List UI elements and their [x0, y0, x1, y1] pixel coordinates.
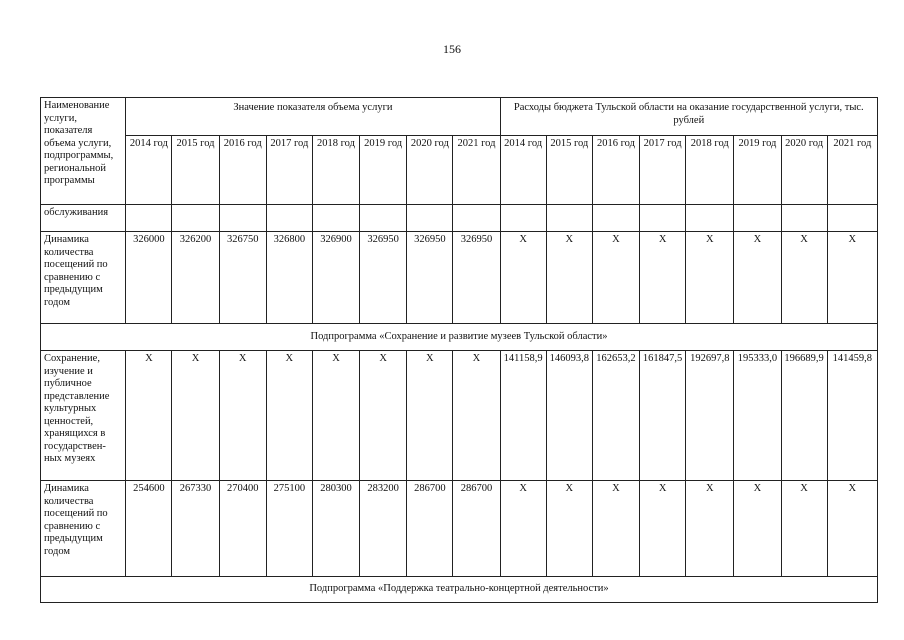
value-cell: 267330 [172, 481, 219, 577]
budget-year-header: 2020 год [781, 136, 827, 205]
value-cell [546, 205, 592, 232]
row-name: Динамика количества посещений по сравнению с предыдущим годом [41, 481, 126, 577]
value-cell: 326950 [360, 232, 407, 324]
value-cell: 270400 [219, 481, 266, 577]
value-cell: X [781, 481, 827, 577]
value-cell [686, 205, 734, 232]
value-cell [266, 205, 312, 232]
value-cell: X [640, 232, 686, 324]
value-cell: 326950 [407, 232, 453, 324]
header-volume-group: Значение показателя объема услуги [126, 98, 500, 136]
services-table [40, 97, 878, 603]
value-cell [781, 205, 827, 232]
value-cell: 192697,8 [686, 351, 734, 481]
table-row [41, 351, 878, 481]
value-cell: 286700 [453, 481, 500, 577]
value-cell [312, 205, 359, 232]
volume-year-header: 2015 год [172, 136, 219, 205]
value-cell: 275100 [266, 481, 312, 577]
value-cell: 161847,5 [640, 351, 686, 481]
volume-year-header: 2019 год [360, 136, 407, 205]
volume-year-header: 2021 год [453, 136, 500, 205]
budget-year-header: 2014 год [500, 136, 546, 205]
value-cell: X [407, 351, 453, 481]
row-name: Динамика количества посещений по сравнению с предыдущим годом [41, 232, 126, 324]
value-cell: X [360, 351, 407, 481]
value-cell [126, 205, 172, 232]
value-cell: X [500, 232, 546, 324]
volume-year-header: 2017 год [266, 136, 312, 205]
volume-year-header: 2018 год [312, 136, 359, 205]
value-cell: X [453, 351, 500, 481]
volume-year-header: 2016 год [219, 136, 266, 205]
value-cell [407, 205, 453, 232]
value-cell [360, 205, 407, 232]
value-cell: 162653,2 [592, 351, 639, 481]
budget-year-header: 2019 год [734, 136, 781, 205]
table-row [41, 232, 878, 324]
budget-year-header: 2015 год [546, 136, 592, 205]
table-row [41, 481, 878, 577]
budget-year-header: 2021 год [827, 136, 877, 205]
value-cell: X [546, 481, 592, 577]
subprogram-title: Подпрограмма «Сохранение и развитие музеев Тульской области» [41, 324, 878, 351]
value-cell: 254600 [126, 481, 172, 577]
value-cell: 280300 [312, 481, 359, 577]
value-cell: X [827, 481, 877, 577]
value-cell: X [592, 481, 639, 577]
budget-year-header: 2018 год [686, 136, 734, 205]
value-cell [453, 205, 500, 232]
value-cell: X [172, 351, 219, 481]
budget-year-header: 2016 год [592, 136, 639, 205]
value-cell [500, 205, 546, 232]
value-cell: X [640, 481, 686, 577]
value-cell: X [734, 481, 781, 577]
value-cell: 326750 [219, 232, 266, 324]
page-number: 156 [443, 42, 461, 56]
value-cell: 195333,0 [734, 351, 781, 481]
value-cell: X [126, 351, 172, 481]
value-cell [640, 205, 686, 232]
value-cell [219, 205, 266, 232]
value-cell: 326950 [453, 232, 500, 324]
value-cell: 326000 [126, 232, 172, 324]
value-cell: 286700 [407, 481, 453, 577]
value-cell [592, 205, 639, 232]
value-cell: X [686, 232, 734, 324]
value-cell [172, 205, 219, 232]
value-cell: 283200 [360, 481, 407, 577]
value-cell: 141459,8 [827, 351, 877, 481]
value-cell: 326800 [266, 232, 312, 324]
volume-year-header: 2020 год [407, 136, 453, 205]
header-budget-group: Расходы бюджета Тульской области на оказание государственной услуги, тыс. рублей [500, 98, 877, 136]
value-cell: 141158,9 [500, 351, 546, 481]
value-cell: X [827, 232, 877, 324]
value-cell: X [592, 232, 639, 324]
value-cell: X [500, 481, 546, 577]
row-name: обслуживания [41, 205, 126, 232]
value-cell: X [686, 481, 734, 577]
volume-year-header: 2014 год [126, 136, 172, 205]
value-cell: 326200 [172, 232, 219, 324]
table-row [41, 205, 878, 232]
header-row-groups [41, 98, 878, 136]
value-cell [827, 205, 877, 232]
value-cell: X [546, 232, 592, 324]
subprogram-row [41, 324, 878, 351]
header-name-cell: Наименование услуги, показателя объема услуги, подпрограммы, региональной программы [41, 98, 126, 205]
value-cell: 146093,8 [546, 351, 592, 481]
value-cell [734, 205, 781, 232]
value-cell: X [734, 232, 781, 324]
subprogram-row [41, 577, 878, 603]
value-cell: X [219, 351, 266, 481]
value-cell: 326900 [312, 232, 359, 324]
header-row-years [41, 136, 878, 205]
subprogram-title: Подпрограмма «Поддержка театрально-концертной деятельности» [41, 577, 878, 603]
value-cell: X [312, 351, 359, 481]
row-name: Сохранение, изучение и публичное представление культурных ценностей, хранящихся в государствен-ных музеях [41, 351, 126, 481]
value-cell: 196689,9 [781, 351, 827, 481]
value-cell: X [781, 232, 827, 324]
budget-year-header: 2017 год [640, 136, 686, 205]
value-cell: X [266, 351, 312, 481]
